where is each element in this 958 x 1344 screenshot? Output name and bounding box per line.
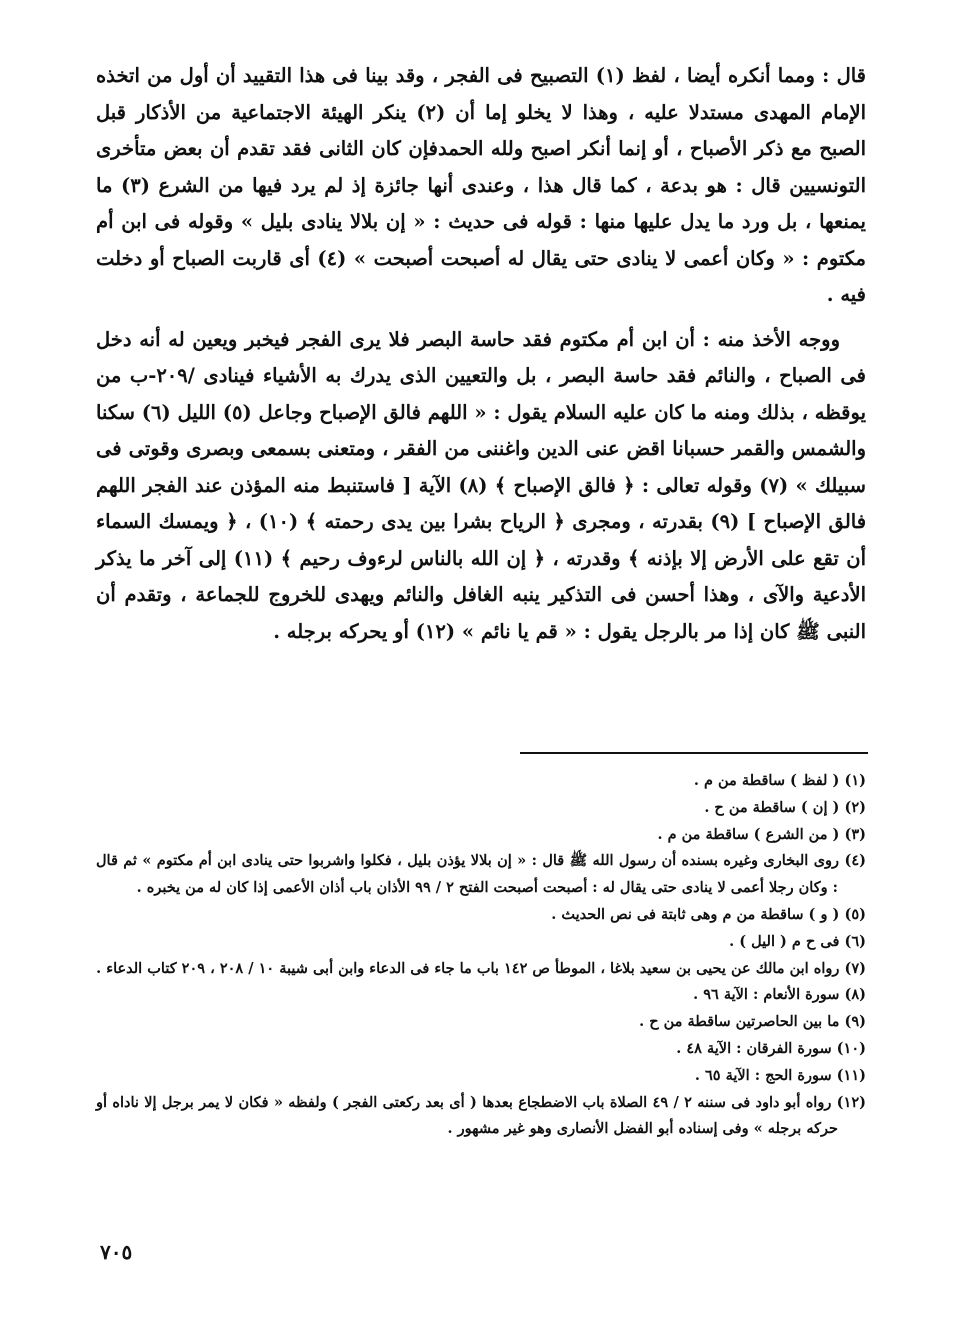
footnote-number: (١) bbox=[844, 772, 866, 789]
footnote-item bbox=[96, 902, 866, 929]
footnote-text: روى البخارى وغيره بسنده أن رسول الله ﷺ قال : « إن بلالا يؤذن بليل ، فكلوا واشربوا حتى ينادى ابن أم مكتوم » ثم قال : وكان رجلا أعمى لا ينادى حتى يقال له : أصبحت أصبحت الفتح ٢ / ٩٩ الأذان باب أذان الأعمى إذا كان له من يخبره . bbox=[96, 852, 840, 897]
footnote-number: (٨) bbox=[844, 986, 866, 1004]
main-body-text bbox=[96, 58, 866, 650]
footnote-text: ( لفظ ) ساقطة من م . bbox=[693, 772, 840, 789]
footnote-text: ( إن ) ساقطة من ح . bbox=[704, 798, 840, 816]
footnote-number: (٦) bbox=[844, 932, 866, 950]
footnote-text: رواه أبو داود فى سننه ٢ / ٤٩ الصلاة باب الاضطجاع بعدها ( أى بعد ركعتى الفجر ) ولفظه « فكان لا يمر برجل إلا ناداه أو حركه برجله » وفى إسناده أبو الفضل الأنصارى وهو غير مشهور . bbox=[96, 1093, 838, 1138]
footnote-number: (٧) bbox=[844, 959, 866, 977]
footnote-number: (٢) bbox=[844, 798, 866, 816]
footnote-text: سورة الفرقان : الآية ٤٨ . bbox=[676, 1039, 832, 1057]
footnotes-section bbox=[96, 768, 866, 1143]
footnote-number: (١٢) bbox=[836, 1093, 866, 1111]
footnote-item bbox=[96, 1090, 866, 1144]
footnote-text: ( من الشرع ) ساقطة من م . bbox=[657, 825, 840, 843]
footnote-item bbox=[96, 982, 866, 1009]
footnote-number: (٣) bbox=[844, 825, 866, 843]
footnote-number: (١٠) bbox=[836, 1039, 866, 1057]
footnote-number: (٩) bbox=[844, 1013, 866, 1031]
footnote-divider bbox=[520, 752, 868, 754]
footnote-item bbox=[96, 1036, 866, 1063]
footnote-text: رواه ابن مالك عن يحيى بن سعيد بلاغا ، الموطأ ص ١٤٢ باب ما جاء فى الدعاء وابن أبى شيبة ١٠ / ٢٠٨ ، ٢٠٩ كتاب الدعاء . bbox=[96, 959, 840, 977]
footnote-text: ما بين الحاصرتين ساقطة من ح . bbox=[639, 1013, 840, 1031]
footnote-number: (٤) bbox=[844, 852, 866, 870]
footnote-item bbox=[96, 929, 866, 956]
paragraph-1: قال : ومما أنكره أيضا ، لفظ (١) التصبيح فى الفجر ، وقد بينا فى هذا التقييد أن أول من اتخذه الإمام المهدى مستدلا عليه ، وهذا لا يخلو إما أن (٢) ينكر الهيئة الاجتماعية من الأذكار قبل الصبح مع ذكر الأصباح ، أو إنما أنكر اصبح ولله الحمدفإن كان الثانى فقد تقدم أن بعض متأخرى التونسيين قال : هو بدعة ، كما قال هذا ، وعندى أنها جائزة إذ لم يرد فيها من الشرع (٣) ما يمنعها ، بل ورد ما يدل عليها منها : قوله فى حديث : « إن بلالا ينادى بليل » وقوله فى ابن أم مكتوم : « وكان أعمى لا ينادى حتى يقال له أصبحت أصبحت » (٤) أى قاربت الصباح أو دخلت فيه . bbox=[96, 64, 867, 306]
footnote-item bbox=[96, 1063, 866, 1090]
footnote-item bbox=[96, 1009, 866, 1036]
footnote-text: ( و ) ساقطة من م وهى ثابتة فى نص الحديث . bbox=[551, 905, 840, 923]
footnote-item bbox=[96, 822, 866, 849]
footnote-text: فى ح م ( اليل ) . bbox=[729, 932, 840, 950]
page-number: ٧٠٥ bbox=[100, 1240, 133, 1264]
footnote-item bbox=[96, 848, 866, 902]
footnote-number: (٥) bbox=[844, 905, 866, 923]
footnote-item bbox=[96, 768, 866, 795]
footnote-item bbox=[96, 956, 866, 983]
footnote-number: (١١) bbox=[836, 1066, 866, 1084]
footnote-text: سورة الحج : الآية ٦٥ . bbox=[694, 1066, 832, 1084]
footnote-text: سورة الأنعام : الآية ٩٦ . bbox=[693, 986, 840, 1004]
paragraph-2: ووجه الأخذ منه : أن ابن أم مكتوم فقد حاسة البصر فلا يرى الفجر فيخبر ويعين له أنه دخل فى الصباح ، والنائم فقد حاسة البصر ، بل والتعيين الذى يدرك به الأشياء فينادى /٢٠٩-ب من يوقظه ، بذلك ومنه ما كان عليه السلام يقول : « اللهم فالق الإصباح وجاعل (٥) الليل (٦) سكنا والشمس والقمر حسبانا اقض عنى الدين واغننى من الفقر ، ومتعنى بسمعى وبصرى وقوتى فى سبيلك » (٧) وقوله تعالى : ﴿ فالق الإصباح ﴾ (٨) الآية [ فاستنبط منه المؤذن عند الفجر اللهم فالق الإصباح ] (٩) بقدرته ، ومجرى ﴿ الرياح بشرا بين يدى رحمته ﴾ (١٠) ، ﴿ ويمسك السماء أن تقع على الأرض إلا بإذنه ﴾ وقدرته ، ﴿ إن الله بالناس لرءوف رحيم ﴾ (١١) إلى آخر ما يذكر الأدعية والآى ، وهذا أحسن فى التذكير ينبه الغافل والنائم ويهدى للخروج للجماعة ، وتقدم أن النبى ﷺ كان إذا مر بالرجل يقول : « قم يا نائم » (١٢) أو يحركه برجله . bbox=[96, 327, 867, 643]
footnote-item bbox=[96, 795, 866, 822]
